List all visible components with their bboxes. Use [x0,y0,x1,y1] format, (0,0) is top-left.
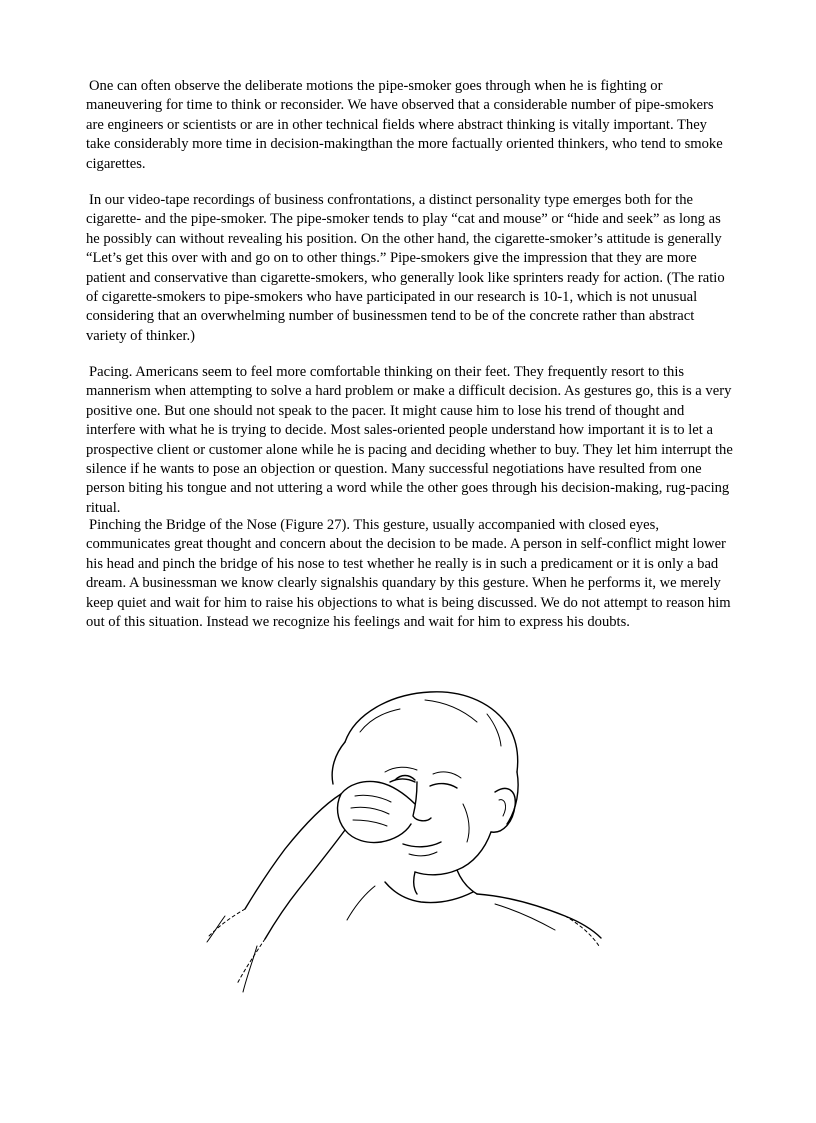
paragraph-pipe-smoker: One can often observe the deliberate motions the pipe-smoker goes through when he is fighting or maneuvering for time to think or reconsider. We have observed that a considerable number of pipe-smokers are engineers or scientists or are in other technical fields where abstract thinking is vitally important. They take considerably more time in decision-makingthan the more factually oriented thinkers, who tend to smoke cigarettes. [86,78,723,172]
man-pinching-nose-icon [195,684,615,1004]
paragraph-pacing: Pacing. Americans seem to feel more comfortable thinking on their feet. They frequently resort to this mannerism when attempting to solve a hard problem or make a difficult decision. As gestures go, this is a very positive one. But one should not speak to the pacer. It might cause him to lose his trend of thought and interfere with what he is trying to decide. Most sales-oriented people understand how important it is to let a prospective client or customer alone while he is pacing and deciding whether to buy. They let him interrupt the silence if he wants to pose an objection or question. Many successful negotiations have resulted from one person biting his tongue and not uttering a word while the other goes through his decision-making, rug-pacing ritual. [86,364,733,516]
paragraph-video-tape: In our video-tape recordings of business confrontations, a distinct personality type emerges both for the cigarette- and the pipe-smoker. The pipe-smoker tends to play “cat and mouse” or “hide and seek” as long as he possibly can without revealing his position. On the other hand, the cigarette-smoker’s attitude is generally “Let’s get this over with and go on to other things.” Pipe-smokers give the impression that they are more patient and conservative than cigarette-smokers, who generally look like sprinters ready for action. (The ratio of cigarette-smokers to pipe-smokers who have participated in our research is 10-1, which is not unusual considering that an overwhelming number of businessmen tend to be of the concrete rather than abstract variety of thinker.) [86,192,725,344]
paragraph-pinching-nose: Pinching the Bridge of the Nose (Figure 27). This gesture, usually accompanied with closed eyes, communicates great thought and concern about the decision to be made. A person in self-conflict might lower his head and pinch the bridge of his nose to test whether he really is in such a predicament or it is only a bad dream. A businessman we know clearly signalshis quandary by this gesture. When he performs it, we merely keep quiet and wait for him to raise his objections to what is being discussed. We do not attempt to reason him out of this situation. Instead we recognize his feelings and wait for him to express his doubts. [86,517,731,631]
figure-27-illustration [195,684,615,1004]
